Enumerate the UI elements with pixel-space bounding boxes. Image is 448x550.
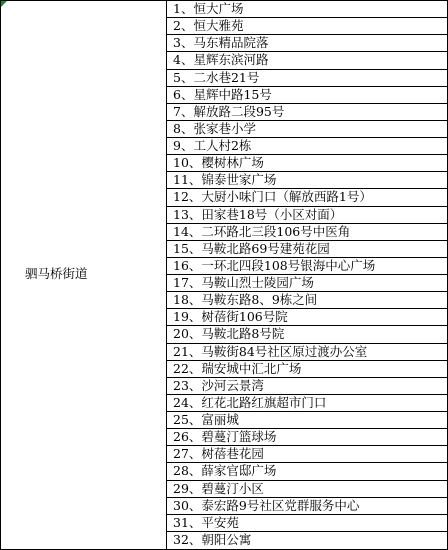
table-row[interactable]: 16、一环北四段108号银海中心广场: [167, 258, 447, 275]
table-row[interactable]: 10、樱树林广场: [167, 155, 447, 172]
table-row[interactable]: 27、树蓓巷花园: [167, 446, 447, 463]
table-row[interactable]: 20、马鞍北路8号院: [167, 326, 447, 343]
table-row[interactable]: 30、泰宏路9号社区党群服务中心: [167, 498, 447, 515]
table-row[interactable]: 14、二环路北三段106号中医角: [167, 224, 447, 241]
table-row[interactable]: 7、解放路二段95号: [167, 104, 447, 121]
table-row[interactable]: 24、红花北路红旗超市门口: [167, 395, 447, 412]
district-cell[interactable]: [1, 1, 167, 549]
table-row[interactable]: 11、锦泰世家广场: [167, 172, 447, 189]
table-row[interactable]: 19、树蓓街106号院: [167, 309, 447, 326]
table-row[interactable]: 9、工人村2栋: [167, 138, 447, 155]
table-row[interactable]: 5、二水巷21号: [167, 70, 447, 87]
table-row[interactable]: 8、张家巷小学: [167, 121, 447, 138]
table-row[interactable]: 25、富丽城: [167, 412, 447, 429]
table-row[interactable]: 23、沙河云景湾: [167, 378, 447, 395]
table-row[interactable]: 2、恒大雅苑: [167, 18, 447, 35]
table-row[interactable]: 15、马鞍北路69号建苑花园: [167, 241, 447, 258]
table-row[interactable]: 31、平安苑: [167, 515, 447, 532]
table-row[interactable]: 13、田家巷18号（小区对面）: [167, 207, 447, 224]
table-row[interactable]: 32、朝阳公寓: [173, 531, 252, 547]
cell-comment-marker: [1, 1, 7, 7]
district-label: 驷马桥街道: [25, 266, 88, 281]
table-row[interactable]: 3、马东精品院落: [167, 35, 447, 52]
table-row[interactable]: 29、碧蔓汀小区: [167, 481, 447, 498]
table-row[interactable]: 21、马鞍街84号社区原过渡办公室: [167, 344, 447, 361]
table-row[interactable]: 17、马鞍山烈士陵园广场: [167, 275, 447, 292]
table-row[interactable]: 28、薛家官邸广场: [167, 463, 447, 480]
table-row[interactable]: 6、星辉中路15号: [167, 87, 447, 104]
table-row[interactable]: 4、星辉东滨河路: [167, 52, 447, 69]
site-list: [167, 1, 447, 549]
table-row[interactable]: 12、大厨小味门口（解放西路1号）: [167, 189, 447, 206]
table-row[interactable]: 22、瑞安城中汇北广场: [167, 361, 447, 378]
table-row[interactable]: 18、马鞍东路8、9栋之间: [167, 292, 447, 309]
table-row[interactable]: 1、恒大广场: [167, 1, 447, 18]
table-row[interactable]: 26、碧蔓汀篮球场: [167, 429, 447, 446]
